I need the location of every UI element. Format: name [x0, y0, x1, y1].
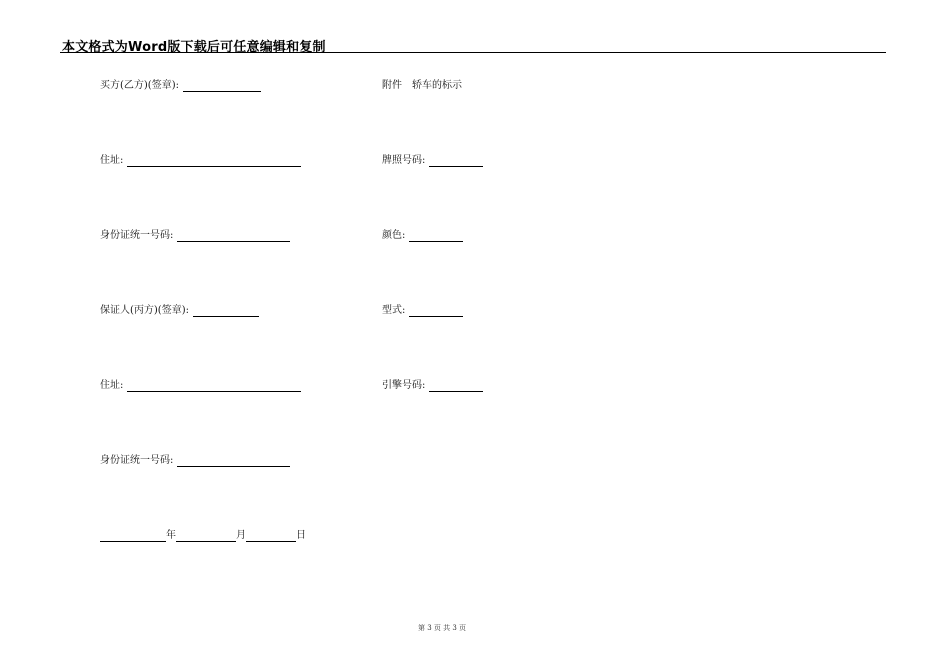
day-label: 日	[296, 530, 306, 541]
page-number: 第 3 页 共 3 页	[417, 624, 467, 632]
buyer-address-field	[100, 155, 301, 167]
buyer-address-label: 住址:	[100, 155, 124, 166]
year-line[interactable]	[100, 531, 166, 542]
guarantor-address-field	[100, 380, 301, 392]
month-label: 月	[236, 530, 246, 541]
engine-line[interactable]	[429, 381, 483, 392]
guarantor-address-label: 住址:	[100, 380, 124, 391]
page-header-title: 本文格式为Word版下载后可任意编辑和复制	[62, 40, 326, 55]
month-line[interactable]	[176, 531, 236, 542]
color-field	[382, 230, 463, 242]
guarantor-signature-line[interactable]	[193, 306, 259, 317]
guarantor-id-line[interactable]	[177, 456, 290, 467]
model-line[interactable]	[409, 306, 463, 317]
plate-line[interactable]	[429, 156, 483, 167]
guarantor-signature-field	[100, 305, 259, 317]
attachment-label: 附件 轿车的标示	[382, 80, 462, 91]
year-label: 年	[166, 530, 176, 541]
attachment-heading	[382, 80, 462, 92]
buyer-signature-field	[100, 80, 261, 92]
plate-field	[382, 155, 483, 167]
date-field	[100, 530, 306, 542]
buyer-address-line[interactable]	[127, 156, 301, 167]
color-label: 颜色:	[382, 230, 406, 241]
engine-field	[382, 380, 483, 392]
buyer-id-line[interactable]	[177, 231, 290, 242]
color-line[interactable]	[409, 231, 463, 242]
guarantor-id-field	[100, 455, 290, 467]
guarantor-id-label: 身份证统一号码:	[100, 455, 174, 466]
plate-label: 牌照号码:	[382, 155, 426, 166]
engine-label: 引擎号码:	[382, 380, 426, 391]
guarantor-address-line[interactable]	[127, 381, 301, 392]
guarantor-label: 保证人(丙方)(签章):	[100, 305, 189, 316]
buyer-id-field	[100, 230, 290, 242]
model-field	[382, 305, 463, 317]
buyer-label: 买方(乙方)(签章):	[100, 80, 179, 91]
day-line[interactable]	[246, 531, 296, 542]
buyer-signature-line[interactable]	[183, 81, 261, 92]
header-divider	[60, 52, 886, 53]
model-label: 型式:	[382, 305, 406, 316]
buyer-id-label: 身份证统一号码:	[100, 230, 174, 241]
